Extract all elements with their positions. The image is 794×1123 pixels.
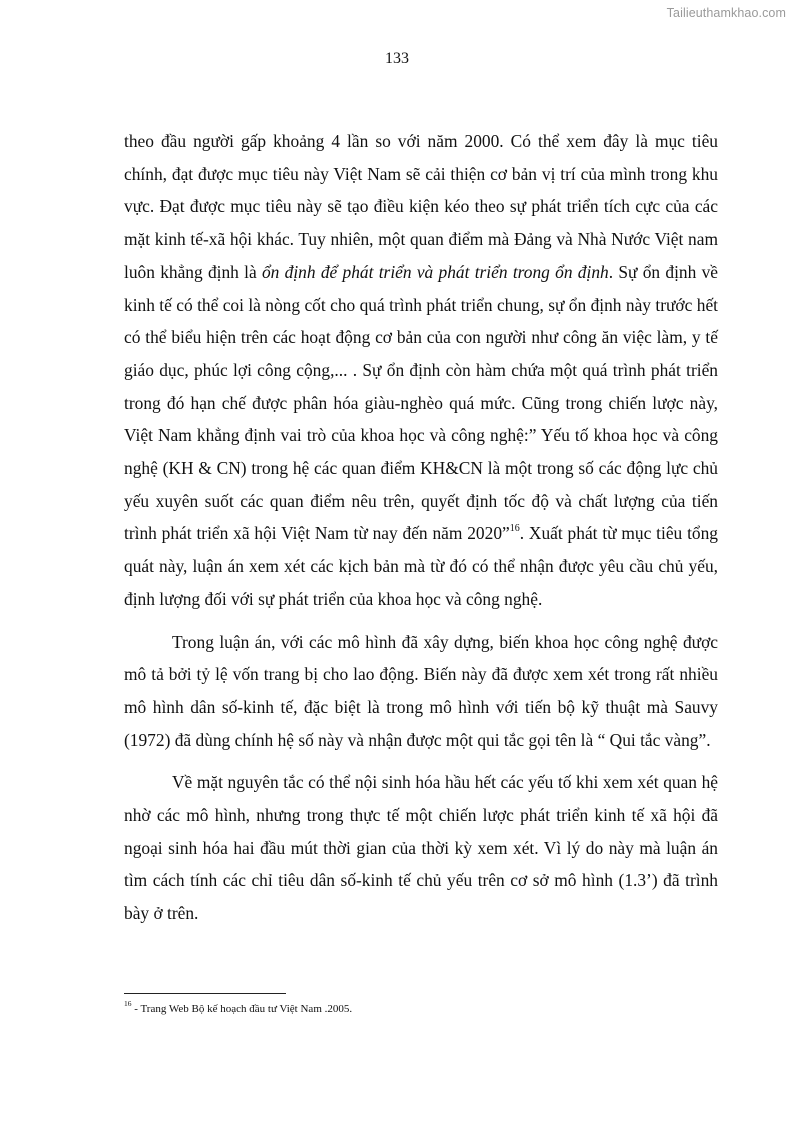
watermark: Tailieuthamkhao.com [666,6,786,20]
paragraph-1 [124,125,718,616]
paragraph-3: Về mặt nguyên tắc có thể nội sinh hóa hầu hết các yếu tố khi xem xét quan hệ nhờ các mô hình, nhưng trong thực tế một chiến lược phát triển kinh tế xã hội đã ngoại sinh hóa hai đầu mút thời gian của thời kỳ xem xét. Vì lý do này mà luận án tìm cách tính các chỉ tiêu dân số-kinh tế chủ yếu trên cơ sở mô hình (1.3’) đã trình bày ở trên. [124,772,718,924]
italic-phrase: ổn định để phát triển và phát triển trong ổn định [261,261,609,282]
body-text [124,125,718,930]
page-number: 133 [385,50,409,67]
footnote-reference[interactable]: 16 [509,522,520,534]
paragraph-1-part-a: theo đầu người gấp khoảng 4 lần so với năm 2000. Có thể xem đây là mục tiêu chính, đạt được mục tiêu này Việt Nam sẽ cải thiện cơ bản vị trí của mình trong khu vực. Đạt được mục tiêu này sẽ tạo điều kiện kéo theo sự phát triển tích cực của các mặt kinh tế-xã hội khác. Tuy nhiên, một quan điểm mà Đảng và Nhà Nước Việt nam luôn khẳng định là [124,131,718,282]
footnote [124,1001,718,1017]
footnote-number: 16 [124,999,132,1009]
paragraph-2: Trong luận án, với các mô hình đã xây dựng, biến khoa học công nghệ được mô tả bởi tỷ lệ vốn trang bị cho lao động. Biến này đã được xem xét trong rất nhiều mô hình dân số-kinh tế, đặc biệt là trong mô hình với tiến bộ kỹ thuật mà Sauvy (1972) đã dùng chính hệ số này và nhận được một qui tắc gọi tên là “ Qui tắc vàng”. [124,631,718,750]
footnote-separator [124,993,286,994]
footnote-text: - Trang Web Bộ kế hoạch đầu tư Việt Nam .2005. [131,1003,353,1015]
paragraph-1-part-b: . Sự ổn định về kinh tế có thể coi là nòng cốt cho quá trình phát triển chung, sự ổn định này trước hết có thể biểu hiện trên các hoạt động cơ bản của con người như công ăn việc làm, y tế giáo dục, phúc lợi công cộng,... . Sự ổn định còn hàm chứa một quá trình phát triển trong đó hạn chế được phân hóa giàu-nghèo quá mức. Cũng trong chiến lược này, Việt Nam khẳng định vai trò của khoa học và công nghệ:” Yếu tố khoa học và công nghệ (KH & CN) trong hệ các quan điểm KH&CN là một trong số các động lực chủ yếu xuyên suốt các quan điểm nêu trên, quyết định tốc độ và chất lượng của tiến trình phát triển xã hội Việt Nam từ nay đến năm 2020” [124,261,718,544]
paragraph-1-part-c: . Xuất phát từ mục tiêu tổng quát này, luận án xem xét các kịch bản mà từ đó có thể nhận được yêu cầu chủ yếu, định lượng đối với sự phát triển của khoa học và công nghệ. [124,523,719,609]
